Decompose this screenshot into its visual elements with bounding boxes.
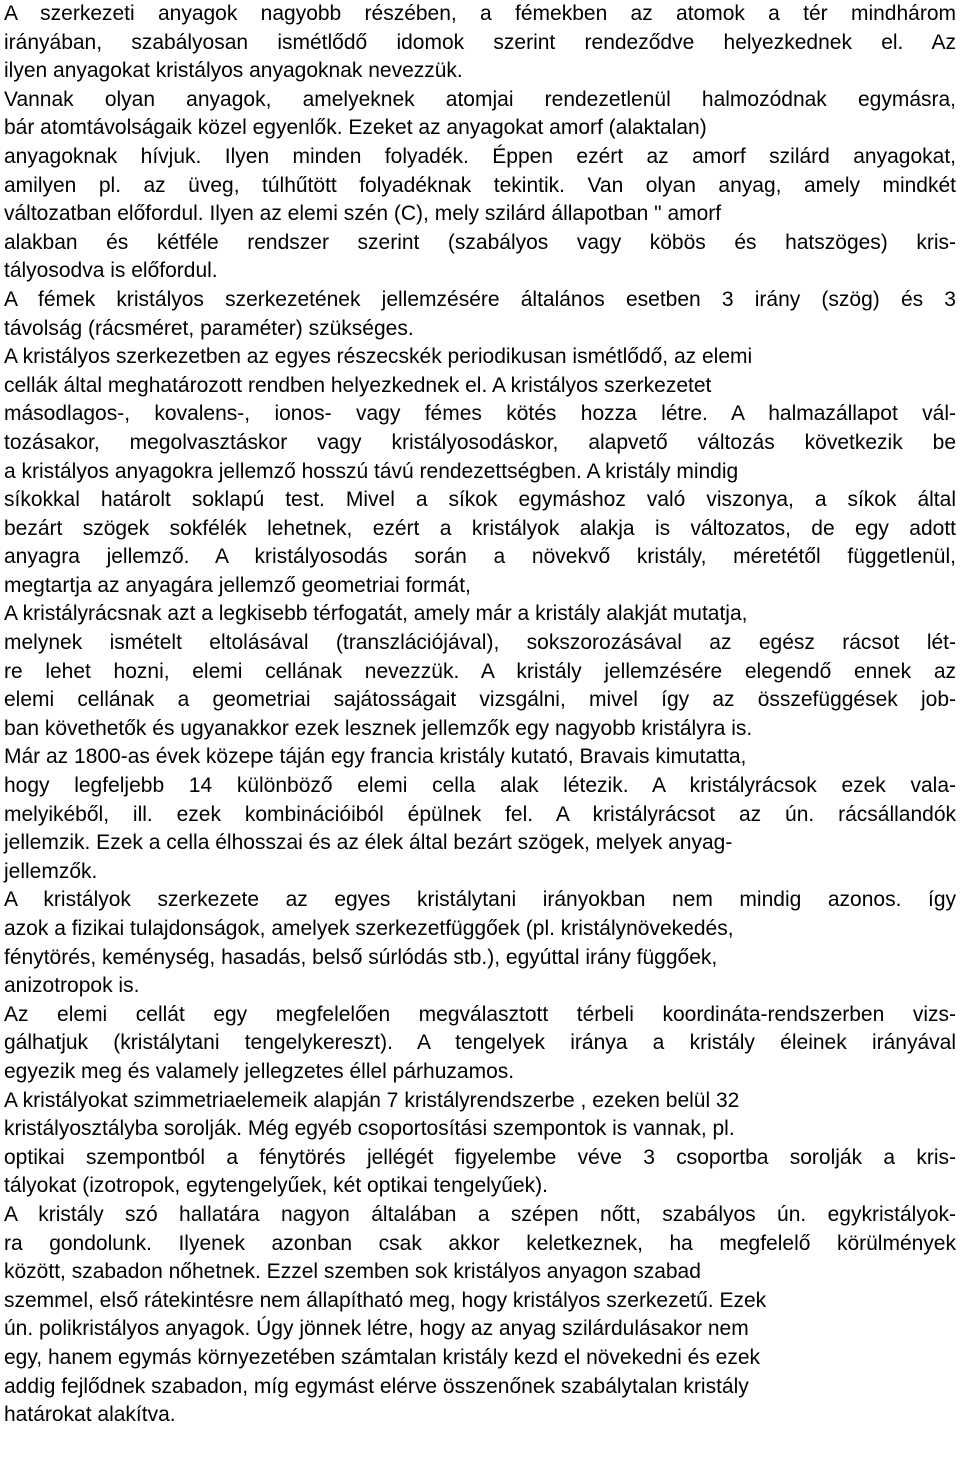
- text-line: melynek ismételt eltolásával (transzlációjával), sokszorozásával az egész rácsot lét-: [4, 631, 956, 655]
- text-line: tályokat (izotropok, egytengelyűek, két optikai tengelyűek).: [4, 1174, 548, 1198]
- text-line: elemi cellának a geometriai sajátosságait vizsgálni, mivel így az összefüggések job-: [4, 688, 956, 712]
- text-line: bár atomtávolságaik közel egyenlők. Ezeket az anyagokat amorf (alaktalan): [4, 116, 707, 140]
- text-line: A kristályrácsnak azt a legkisebb térfogatát, amely már a kristály alakját mutatja,: [4, 602, 748, 626]
- text-line: a kristályos anyagokra jellemző hosszú távú rendezettségben. A kristály mindig: [4, 459, 739, 483]
- text-line: amilyen pl. az üveg, túlhűtött folyadéknak tekintik. Van olyan anyag, amely mindkét: [4, 173, 956, 197]
- text-line: megtartja az anyagára jellemző geometriai formát,: [4, 573, 471, 597]
- text-line: cellák által meghatározott rendben helyezkednek el. A kristályos szerkezetet: [4, 373, 712, 397]
- text-line: másodlagos-, kovalens-, ionos- vagy fémes kötés hozza létre. A halmazállapot vál-: [4, 402, 956, 426]
- text-line: síkokkal határolt soklapú test. Mivel a síkok egymáshoz való viszonya, a síkok által: [4, 488, 956, 512]
- text-line: egy, hanem egymás környezetében számtalan kristály kezd el növekedni és ezek: [4, 1345, 761, 1369]
- text-line: A fémek kristályos szerkezetének jellemzésére általános esetben 3 irány (szög) és 3: [4, 287, 956, 311]
- text-line: között, szabadon nőhetnek. Ezzel szemben sok kristályos anyagon szabad: [4, 1260, 701, 1284]
- text-line: ilyen anyagokat kristályos anyagoknak nevezzük.: [4, 59, 463, 83]
- text-line: szemmel, első rátekintésre nem állapítható meg, hogy kristályos szerkezetű. Ezek: [4, 1288, 767, 1312]
- text-line: kristályosztályba sorolják. Még egyéb csoportosítási szempontok is vannak, pl.: [4, 1117, 735, 1141]
- text-line: A kristály szó hallatára nagyon általában a szépen nőtt, szabályos ún. egykristályok-: [4, 1202, 956, 1226]
- text-line: gálhatjuk (kristálytani tengelykereszt). A tengelyek iránya a kristály éleinek irányával: [4, 1031, 956, 1055]
- text-line: jellemzők.: [4, 859, 98, 883]
- text-line: re lehet hozni, elemi cellának nevezzük. A kristály jellemzésére elegendő ennek az: [4, 659, 956, 683]
- text-line: hogy legfeljebb 14 különböző elemi cella alak létezik. A kristályrácsok ezek vala-: [4, 774, 956, 798]
- text-line: Vannak olyan anyagok, amelyeknek atomjai rendezetlenül halmozódnak egymásra,: [4, 87, 956, 111]
- text-line: A kristályok szerkezete az egyes kristálytani irányokban nem mindig azonos. így: [4, 888, 956, 912]
- text-line: egyezik meg és valamely jellegzetes éllel párhuzamos.: [4, 1059, 515, 1083]
- text-line: jellemzik. Ezek a cella élhosszai és az élek által bezárt szögek, melyek anyag-: [4, 831, 733, 855]
- text-line: határokat alakítva.: [4, 1403, 176, 1427]
- text-line: távolság (rácsméret, paraméter) szükséges.: [4, 316, 414, 340]
- text-line: A szerkezeti anyagok nagyobb részében, a fémekben az atomok a tér mindhárom: [4, 2, 956, 25]
- text-line: addig fejlődnek szabadon, míg egymást elérve összenőnek szabálytalan kristály: [4, 1374, 749, 1398]
- text-line: A kristályos szerkezetben az egyes részecskék periodikusan ismétlődő, az elemi: [4, 345, 753, 369]
- text-line: változatban előfordul. Ilyen az elemi szén (C), mely szilárd állapotban " amorf: [4, 202, 722, 226]
- text-line: ún. polikristályos anyagok. Úgy jönnek létre, hogy az anyag szilárdulásakor nem: [4, 1317, 749, 1341]
- text-line: anizotropok is.: [4, 974, 140, 998]
- text-line: tályosodva is előfordul.: [4, 259, 218, 283]
- text-line: anyagra jellemző. A kristályosodás során a növekvő kristály, méretétől függetlenül,: [4, 545, 956, 569]
- text-line: Az elemi cellát egy megfelelően megválasztott térbeli koordináta-rendszerben vizs-: [4, 1002, 956, 1026]
- text-line: Már az 1800-as évek közepe táján egy francia kristály kutató, Bravais kimutatta,: [4, 745, 747, 769]
- text-line: ban követhetők és ugyanakkor ezek lesznek jellemzők egy nagyobb kristályra is.: [4, 716, 753, 740]
- text-line: azok a fizikai tulajdonságok, amelyek szerkezetfüggőek (pl. kristálynövekedés,: [4, 917, 734, 940]
- text-line: A kristályokat szimmetriaelemeik alapján 7 kristályrendszerbe , ezeken belül 32: [4, 1088, 740, 1112]
- text-line: anyagoknak hívjuk. Ilyen minden folyadék. Éppen ezért az amorf szilárd anyagokat,: [4, 144, 956, 168]
- text-line: optikai szempontból a fénytörés jellégét figyelembe véve 3 csoportba sorolják a kris-: [4, 1145, 956, 1169]
- text-line: tozásakor, megolvasztáskor vagy kristályosodáskor, alapvető változás következik be: [4, 430, 956, 454]
- text-line: alakban és kétféle rendszer szerint (szabályos vagy köbös és hatszöges) kris-: [4, 230, 956, 254]
- text-line: irányában, szabályosan ismétlődő idomok szerint rendeződve helyezkednek el. Az: [4, 30, 956, 54]
- text-line: bezárt szögek sokfélék lehetnek, ezért a kristályok alakja is változatos, de egy adott: [4, 516, 956, 540]
- text-line: fénytörés, keménység, hasadás, belső súrlódás stb.), egyúttal irány függőek,: [4, 945, 718, 969]
- text-line: melyikéből, ill. ezek kombinációiból épülnek fel. A kristályrácsot az ún. rácsállandók: [4, 802, 956, 826]
- text-line: ra gondolunk. Ilyenek azonban csak akkor keletkeznek, ha megfelelő körülmények: [4, 1231, 956, 1255]
